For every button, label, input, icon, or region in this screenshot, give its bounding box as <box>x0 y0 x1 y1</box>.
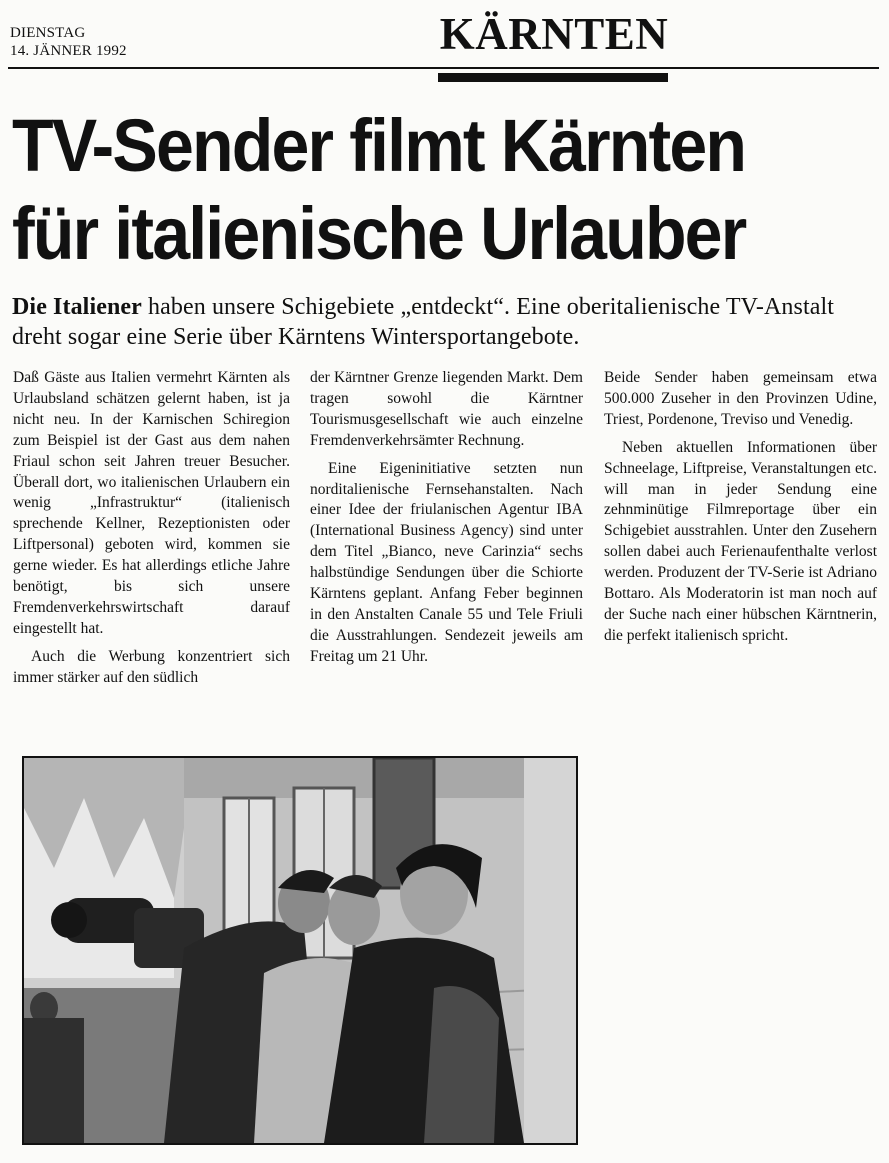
section-rule <box>438 73 668 82</box>
article-column-3 <box>604 368 877 647</box>
section-title: KÄRNTEN <box>439 9 669 59</box>
dateline <box>10 24 127 60</box>
paragraph: Auch die Werbung konzentriert sich immer stärker auf den südlich <box>13 647 290 686</box>
headline-line-1: TV-Sender filmt Kärnten <box>12 104 746 187</box>
paragraph: der Kärntner Grenze liegenden Markt. Dem tragen sowohl die Kärntner Tourismusgesellschaft wie auch einzelne Fremdenverkehrsämter Rechnung. <box>310 369 583 449</box>
dateline-date: 14. JÄNNER 1992 <box>10 43 127 59</box>
news-photo <box>22 756 578 1145</box>
photo-illustration <box>24 758 576 1143</box>
headline-line-2: für italienische Urlauber <box>12 192 746 275</box>
article-column-1 <box>13 368 290 689</box>
paragraph: Eine Eigeninitiative setzten nun norditalienische Fernsehanstalten. Nach einer Idee der friulanischen Agentur IBA (International Business Agency) sind unter dem Titel „Bianco, neve Carinzia“ sechs halbstündige Sendungen über die Schiorte Kärntens geplant. Anfang Feber beginnen in den Anstalten Canale 55 und Tele Friuli die Ausstrahlungen. Sendezeit jeweils am Freitag um 21 Uhr. <box>310 459 583 665</box>
dateline-weekday: DIENSTAG <box>10 25 86 41</box>
paragraph: Beide Sender haben gemeinsam etwa 500.000 Zuseher in den Provinzen Udine, Triest, Pordenone, Treviso und Venedig. <box>604 369 877 428</box>
subhead-text: haben unsere Schigebiete „entdeckt“. Eine oberitalienische TV-Anstalt dreht sogar eine Serie über Kärntens Wintersportangebote. <box>12 294 835 350</box>
paragraph: Daß Gäste aus Italien vermehrt Kärnten als Urlaubsland schätzen gelernt haben, ist ja nicht neu. In der Karnischen Schiregion zum Beispiel ist der Gast aus dem nahen Friaul schon seit Jahren treuer Besucher. Überall dort, wo italienischen Urlaubern ein wenig „Infrastruktur“ (italienisch sprechende Kellner, Rezeptionisten oder Liftpersonal) geboten wird, kommen sie gerne wieder. Es hat allerdings etliche Jahre benötigt, bis sich unsere Fremdenverkehrswirtschaft darauf eingestellt hat. <box>13 369 290 637</box>
header-rule <box>8 67 879 69</box>
headline <box>12 102 803 278</box>
article-column-2 <box>310 368 583 668</box>
paragraph: Neben aktuellen Informationen über Schneelage, Liftpreise, Veranstaltungen etc. will man in jeder Sendung eine zehnminütige Filmreportage über ein Schigebiet ausstrahlen. Unter den Zusehern sollen dabei auch Ferienaufenthalte verlost werden. Produzent der TV-Serie ist Adriano Bottaro. Als Moderatorin ist man noch auf der Suche nach einer hübschen Kärntnerin, die perfekt italienisch spricht. <box>604 438 877 644</box>
subheadline <box>12 292 882 352</box>
subhead-lead: Die Italiener <box>12 294 142 320</box>
